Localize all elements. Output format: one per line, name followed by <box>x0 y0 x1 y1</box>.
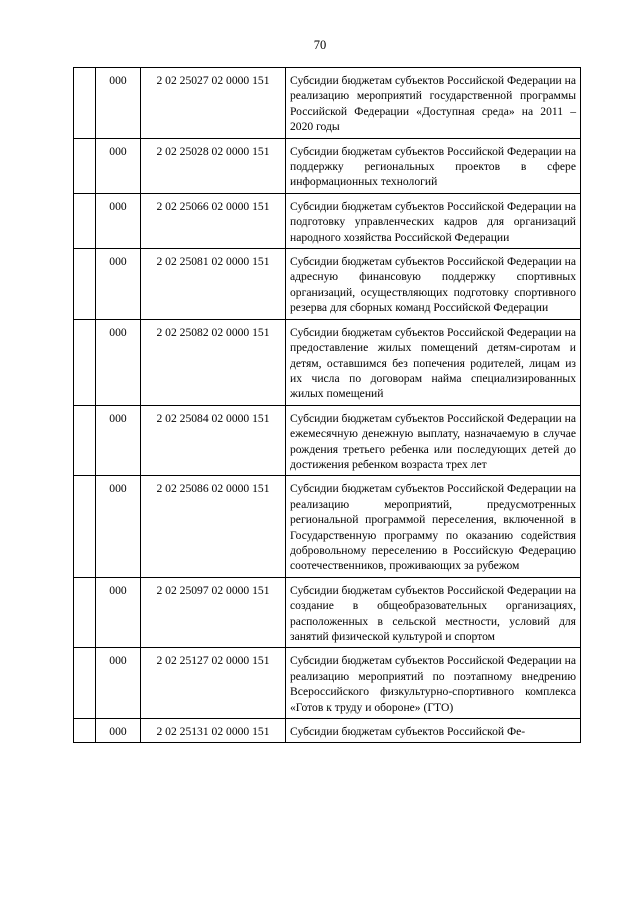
empty-cell <box>74 648 96 719</box>
admin-code-cell: 000 <box>96 577 141 648</box>
admin-code-cell: 000 <box>96 405 141 476</box>
table-row <box>74 193 581 248</box>
description-cell: Субсидии бюджетам субъектов Российской Фе- <box>286 719 581 743</box>
admin-code-cell: 000 <box>96 476 141 577</box>
empty-cell <box>74 249 96 320</box>
table-row <box>74 577 581 648</box>
admin-code-cell: 000 <box>96 249 141 320</box>
empty-cell <box>74 68 96 139</box>
budget-code-cell: 2 02 25082 02 0000 151 <box>141 319 286 405</box>
table-body <box>74 68 581 743</box>
description-cell: Субсидии бюджетам субъектов Российской Федерации на адресную финансовую поддержку спортивных организаций, осуществляющих подготовку спортивного резерва для сборных команд Российской Федерации <box>286 249 581 320</box>
budget-code-cell: 2 02 25097 02 0000 151 <box>141 577 286 648</box>
empty-cell <box>74 405 96 476</box>
admin-code-cell: 000 <box>96 68 141 139</box>
empty-cell <box>74 138 96 193</box>
table-row <box>74 68 581 139</box>
table-row <box>74 405 581 476</box>
empty-cell <box>74 719 96 743</box>
description-cell: Субсидии бюджетам субъектов Российской Федерации на создание в общеобразовательных организациях, расположенных в сельской местности, условий для занятий физической культурой и спортом <box>286 577 581 648</box>
admin-code-cell: 000 <box>96 193 141 248</box>
admin-code-cell: 000 <box>96 138 141 193</box>
budget-code-cell: 2 02 25131 02 0000 151 <box>141 719 286 743</box>
table-row <box>74 719 581 743</box>
description-cell: Субсидии бюджетам субъектов Российской Федерации на реализацию мероприятий, предусмотренных региональной программой переселения, включенной в Государственную программу по оказанию содействия добровольному переселению в Российскую Федерацию соотечественников, проживающих за рубежом <box>286 476 581 577</box>
description-cell: Субсидии бюджетам субъектов Российской Федерации на ежемесячную денежную выплату, назначаемую в случае рождения третьего ребенка или последующих детей до достижения ребенком возраста трех лет <box>286 405 581 476</box>
empty-cell <box>74 193 96 248</box>
budget-code-cell: 2 02 25127 02 0000 151 <box>141 648 286 719</box>
budget-code-cell: 2 02 25084 02 0000 151 <box>141 405 286 476</box>
empty-cell <box>74 319 96 405</box>
empty-cell <box>74 577 96 648</box>
table-row <box>74 648 581 719</box>
description-cell: Субсидии бюджетам субъектов Российской Федерации на реализацию мероприятий государственной программы Российской Федерации «Доступная среда» на 2011 – 2020 годы <box>286 68 581 139</box>
budget-code-cell: 2 02 25028 02 0000 151 <box>141 138 286 193</box>
description-cell: Субсидии бюджетам субъектов Российской Федерации на реализацию мероприятий по поэтапному внедрению Всероссийского физкультурно-спортивного комплекса «Готов к труду и обороне» (ГТО) <box>286 648 581 719</box>
description-cell: Субсидии бюджетам субъектов Российской Федерации на предоставление жилых помещений детям-сиротам и детям, оставшимся без попечения родителей, лицам из их числа по договорам найма специализированных жилых помещений <box>286 319 581 405</box>
page-number: 70 <box>313 38 327 52</box>
table-row <box>74 319 581 405</box>
table-row <box>74 476 581 577</box>
table-row <box>74 249 581 320</box>
budget-code-cell: 2 02 25066 02 0000 151 <box>141 193 286 248</box>
admin-code-cell: 000 <box>96 319 141 405</box>
table-row <box>74 138 581 193</box>
admin-code-cell: 000 <box>96 719 141 743</box>
budget-code-cell: 2 02 25027 02 0000 151 <box>141 68 286 139</box>
budget-code-cell: 2 02 25081 02 0000 151 <box>141 249 286 320</box>
description-cell: Субсидии бюджетам субъектов Российской Федерации на подготовку управленческих кадров для организаций народного хозяйства Российской Федерации <box>286 193 581 248</box>
admin-code-cell: 000 <box>96 648 141 719</box>
description-cell: Субсидии бюджетам субъектов Российской Федерации на поддержку региональных проектов в сфере информационных технологий <box>286 138 581 193</box>
budget-classification-table <box>73 67 581 743</box>
empty-cell <box>74 476 96 577</box>
budget-code-cell: 2 02 25086 02 0000 151 <box>141 476 286 577</box>
